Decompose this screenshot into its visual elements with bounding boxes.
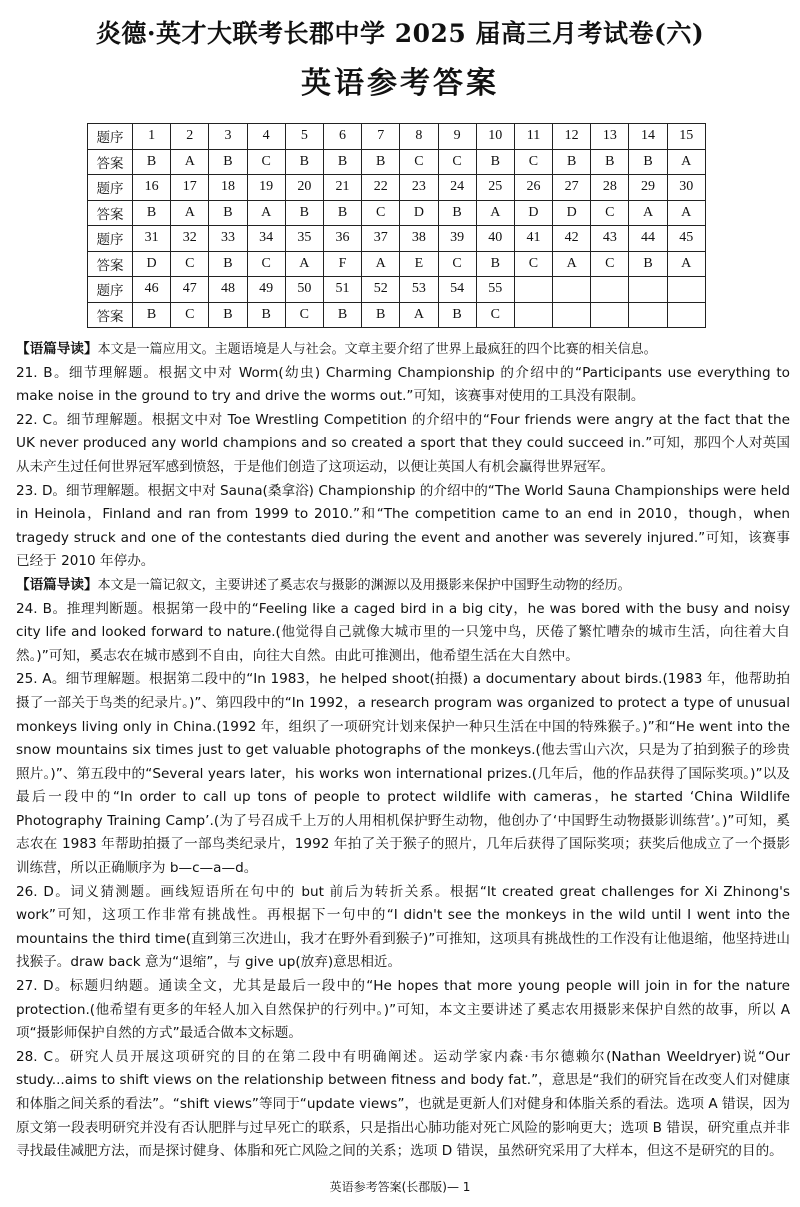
- explanation-27: 27. D。标题归纳题。通读全文，尤其是最后一段中的“He hopes that more young people will join in for the nature protection.(他希望有更多的年轻人加入自然保护的行列中。)”可知，本文主要讲述了奚志农用摄影来保护自然的故事，所以 A 项“摄影师保护自然的方式”最适合做本文标题。: [16, 978, 790, 1042]
- answer-cell: C: [171, 251, 209, 277]
- question-number-cell: 14: [629, 124, 667, 150]
- answer-cell: D: [400, 200, 438, 226]
- question-number-cell: 20: [285, 175, 323, 201]
- question-row: [88, 277, 706, 303]
- answer-cell: B: [438, 302, 476, 328]
- explanation-22: 22. C。细节理解题。根据文中对 Toe Wrestling Competition 的介绍中的“Four friends were angry at the fact that the UK never produced any world champions and so created a sport that they could succeed in.”可知，那四个人对英国从未产生过任何世界冠军感到愤怒，于是他们创造了这项运动，以便让英国人有机会赢得世界冠军。: [16, 411, 790, 475]
- guide-text: 本文是一篇应用文。主题语境是人与社会。文章主要介绍了世界上最疯狂的四个比赛的相关信息。: [97, 342, 657, 357]
- answer-row: [88, 302, 706, 328]
- explanation-26: 26. D。词义猜测题。画线短语所在句中的 but 前后为转折关系。根据“It created great challenges for Xi Zhinong's work”可知，这项工作非常有挑战性。再根据下一句中的“I didn't see the monkeys in the wild until I went into the mountains the third time(直到第三次进山，我才在野外看到猴子)”可推知，这项具有挑战性的工作没有让他退缩，他坚持进山找猴子。draw back 意为“退缩”，与 give up(放弃)意思相近。: [16, 883, 790, 971]
- answer-cell: B: [476, 149, 514, 175]
- explanation-21: 21. B。细节理解题。根据文中对 Worm(幼虫) Charming Championship 的介绍中的“Participants use everything to make noise in the ground to try and drive the worms out.”可知，该赛事对使用的工具没有限制。: [16, 364, 790, 405]
- question-number-cell: 17: [171, 175, 209, 201]
- question-number-cell: 33: [209, 226, 247, 252]
- question-number-cell: 25: [476, 175, 514, 201]
- explanation-23: 23. D。细节理解题。根据文中对 Sauna(桑拿浴) Championship 的介绍中的“The World Sauna Championships were held in Heinola，Finland and ran from 1999 to 2010.”和“The competition came to an end in 2010，though，when tragedy struck and one of the contestants died during the event and another was severely injured.”可知，该赛事已经于 2010 年停办。: [16, 482, 790, 570]
- question-number-cell: 5: [285, 124, 323, 150]
- question-number-cell: 52: [362, 277, 400, 303]
- question-number-cell: 32: [171, 226, 209, 252]
- question-number-cell: 9: [438, 124, 476, 150]
- question-row: [88, 124, 706, 150]
- answer-cell: B: [133, 302, 171, 328]
- question-number-cell: 21: [323, 175, 361, 201]
- answer-cell: A: [400, 302, 438, 328]
- guide-text: 本文是一篇记叙文，主要讲述了奚志农与摄影的渊源以及用摄影来保护中国野生动物的经历。: [97, 577, 631, 593]
- question-row: [88, 175, 706, 201]
- question-number-cell: 38: [400, 226, 438, 252]
- answer-cell: B: [209, 149, 247, 175]
- question-number-cell: 10: [476, 124, 514, 150]
- answer-cell: A: [629, 200, 667, 226]
- exam-title: 炎德·英才大联考长郡中学 2025 届高三月考试卷(六): [95, 19, 705, 48]
- question-number-cell: 27: [553, 175, 591, 201]
- answer-cell: B: [209, 200, 247, 226]
- answer-cell: B: [629, 251, 667, 277]
- question-number-cell: 8: [400, 124, 438, 150]
- question-number-cell: 26: [514, 175, 552, 201]
- answer-cell: B: [209, 302, 247, 328]
- question-number-cell: 50: [285, 277, 323, 303]
- answer-cell: D: [133, 251, 171, 277]
- question-number-cell: [553, 277, 591, 303]
- question-number-cell: 29: [629, 175, 667, 201]
- answer-cell: B: [362, 149, 400, 175]
- reading-guide-1: [16, 338, 790, 362]
- answer-cell: [591, 302, 629, 328]
- answer-cell: D: [514, 200, 552, 226]
- question-number-cell: 1: [133, 124, 171, 150]
- question-number-cell: [667, 277, 705, 303]
- page-footer: 英语参考答案(长郡版)— 1: [329, 1180, 471, 1194]
- question-number-cell: 7: [362, 124, 400, 150]
- row-header: 题序: [88, 277, 133, 303]
- answer-cell: B: [209, 251, 247, 277]
- answer-cell: B: [285, 149, 323, 175]
- answer-cell: C: [171, 302, 209, 328]
- answer-cell: C: [514, 251, 552, 277]
- question-number-cell: 28: [591, 175, 629, 201]
- answer-cell: C: [362, 200, 400, 226]
- row-header: 题序: [88, 175, 133, 201]
- question-number-cell: 11: [514, 124, 552, 150]
- answer-cell: B: [438, 200, 476, 226]
- reading-guide-2: [16, 574, 790, 598]
- answer-cell: B: [323, 149, 361, 175]
- answer-cell: B: [553, 149, 591, 175]
- answer-cell: A: [171, 149, 209, 175]
- page-title: 英语参考答案: [301, 66, 499, 101]
- answer-cell: B: [285, 200, 323, 226]
- question-number-cell: 2: [171, 124, 209, 150]
- answer-cell: A: [667, 149, 705, 175]
- question-number-cell: 23: [400, 175, 438, 201]
- row-header: 答案: [88, 302, 133, 328]
- answer-cell: B: [133, 149, 171, 175]
- question-number-cell: 40: [476, 226, 514, 252]
- question-number-cell: 53: [400, 277, 438, 303]
- answer-cell: C: [438, 149, 476, 175]
- question-number-cell: 34: [247, 226, 285, 252]
- row-header: 答案: [88, 200, 133, 226]
- answer-cell: C: [247, 251, 285, 277]
- question-number-cell: 51: [323, 277, 361, 303]
- question-number-cell: 4: [247, 124, 285, 150]
- answer-cell: C: [438, 251, 476, 277]
- question-number-cell: [514, 277, 552, 303]
- question-number-cell: 3: [209, 124, 247, 150]
- answer-cell: B: [362, 302, 400, 328]
- answer-cell: A: [362, 251, 400, 277]
- answer-cell: B: [247, 302, 285, 328]
- answer-cell: E: [400, 251, 438, 277]
- question-number-cell: 42: [553, 226, 591, 252]
- question-number-cell: 19: [247, 175, 285, 201]
- row-header: 答案: [88, 149, 133, 175]
- question-number-cell: 30: [667, 175, 705, 201]
- answer-cell: [514, 302, 552, 328]
- explanations: [16, 338, 790, 1164]
- guide-label: 【语篇导读】: [16, 341, 98, 357]
- question-number-cell: 18: [209, 175, 247, 201]
- answer-cell: C: [591, 200, 629, 226]
- answer-cell: B: [629, 149, 667, 175]
- answer-cell: B: [476, 251, 514, 277]
- question-number-cell: 41: [514, 226, 552, 252]
- answer-cell: C: [476, 302, 514, 328]
- answer-cell: C: [400, 149, 438, 175]
- explanation-28: 28. C。研究人员开展这项研究的目的在第二段中有明确阐述。运动学家内森·韦尔德赖尔(Nathan Weeldryer)说“Our study...aims to shift views on the relationship between fitness and body fat.”，意思是“我们的研究旨在改变人们对健康和体脂之间关系的看法”。“shift views”等同于“update views”，也就是更新人们对健身和体脂关系的看法。选项 A 错误，因为原文第一段表明研究并没有否认肥胖与过早死亡的联系，只是指出心肺功能对死亡风险的影响更大；选项 B 错误，研究重点并非寻找最佳减肥方法，而是探讨健身、体脂和死亡风险之间的关系；选项 D 错误，虽然研究采用了大样本，但这不是研究的目的。: [16, 1048, 790, 1160]
- answer-cell: F: [323, 251, 361, 277]
- explanation-24: 24. B。推理判断题。根据第一段中的“Feeling like a caged bird in a big city，he was bored with the busy and noisy city life and looked forward to nature.(他觉得自己就像大城市里的一只笼中鸟，厌倦了繁忙嘈杂的城市生活，向往着大自然。)”可知，奚志农在城市感到不自由，向往大自然。由此可推测出，他希望生活在大自然中。: [16, 600, 790, 664]
- answer-cell: A: [667, 200, 705, 226]
- question-number-cell: 6: [323, 124, 361, 150]
- question-number-cell: 22: [362, 175, 400, 201]
- guide-label: 【语篇导读】: [16, 576, 98, 593]
- question-number-cell: 55: [476, 277, 514, 303]
- question-number-cell: 54: [438, 277, 476, 303]
- answer-cell: [667, 302, 705, 328]
- question-number-cell: 13: [591, 124, 629, 150]
- answer-cell: B: [591, 149, 629, 175]
- answer-table: [87, 123, 706, 328]
- row-header: 答案: [88, 251, 133, 277]
- answer-cell: A: [247, 200, 285, 226]
- answer-cell: B: [323, 200, 361, 226]
- answer-cell: [553, 302, 591, 328]
- question-number-cell: 12: [553, 124, 591, 150]
- answer-cell: A: [285, 251, 323, 277]
- answer-cell: B: [323, 302, 361, 328]
- answer-cell: C: [247, 149, 285, 175]
- answer-cell: D: [553, 200, 591, 226]
- question-number-cell: 48: [209, 277, 247, 303]
- question-number-cell: 44: [629, 226, 667, 252]
- question-number-cell: 31: [133, 226, 171, 252]
- answer-cell: B: [133, 200, 171, 226]
- question-number-cell: 24: [438, 175, 476, 201]
- question-number-cell: [629, 277, 667, 303]
- answer-row: [88, 200, 706, 226]
- question-number-cell: 36: [323, 226, 361, 252]
- answer-cell: C: [285, 302, 323, 328]
- question-number-cell: 35: [285, 226, 323, 252]
- answer-cell: [629, 302, 667, 328]
- question-number-cell: 37: [362, 226, 400, 252]
- question-number-cell: 46: [133, 277, 171, 303]
- answer-cell: A: [667, 251, 705, 277]
- question-number-cell: 47: [171, 277, 209, 303]
- question-number-cell: [591, 277, 629, 303]
- answer-cell: A: [476, 200, 514, 226]
- question-number-cell: 45: [667, 226, 705, 252]
- answer-row: [88, 251, 706, 277]
- answer-row: [88, 149, 706, 175]
- question-number-cell: 43: [591, 226, 629, 252]
- question-number-cell: 49: [247, 277, 285, 303]
- answer-cell: A: [553, 251, 591, 277]
- question-number-cell: 15: [667, 124, 705, 150]
- question-number-cell: 16: [133, 175, 171, 201]
- question-number-cell: 39: [438, 226, 476, 252]
- answer-cell: C: [591, 251, 629, 277]
- row-header: 题序: [88, 124, 133, 150]
- explanation-25: 25. A。细节理解题。根据第二段中的“In 1983，he helped shoot(拍摄) a documentary about birds.(1983 年，他帮助拍摄了一部关于鸟类的纪录片。)”、第四段中的“In 1992，a research program was organized to protect a type of unusual monkeys living only in China.(1992 年，组织了一项研究计划来保护一种只生活在中国的特殊猴子。)”和“He went into the snow mountains six times just to get valuable photographs of the monkeys.(他去雪山六次，只是为了拍到猴子的珍贵照片。)”、第五段中的“Several years later，his works won international prizes.(几年后，他的作品获得了国际奖项。)”以及最后一段中的“In order to call up tons of people to protect wildlife with cameras，he started ‘China Wildlife Photography Training Camp’.(为了号召成千上万的人用相机保护野生动物，他创办了‘中国野生动物摄影训练营’。)”可知，奚志农在 1983 年帮助拍摄了一部鸟类纪录片，1992 年拍了关于猴子的照片，几年后获得了国际奖项；获奖后他成立了一个摄影训练营，所以正确顺序为 b—c—a—d。: [16, 671, 790, 877]
- answer-cell: A: [171, 200, 209, 226]
- row-header: 题序: [88, 226, 133, 252]
- question-row: [88, 226, 706, 252]
- answer-cell: C: [514, 149, 552, 175]
